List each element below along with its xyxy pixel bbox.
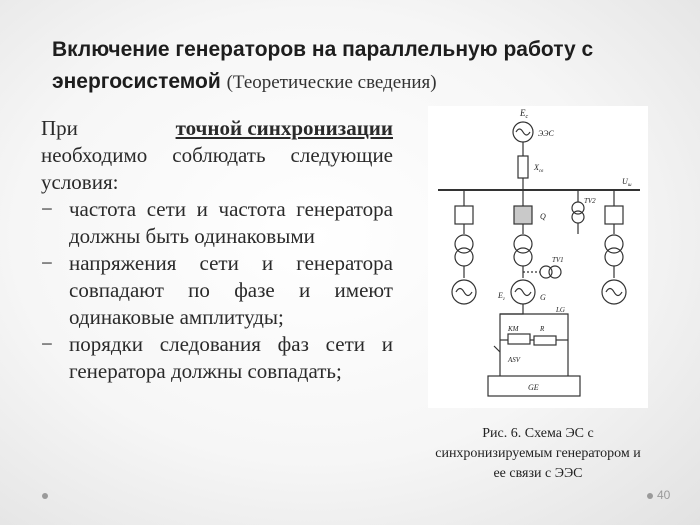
resistor-r bbox=[534, 336, 556, 345]
label-ec: $E_c$ bbox=[520, 108, 529, 120]
conditions-text bbox=[41, 115, 393, 385]
label-ge: GE bbox=[528, 383, 539, 392]
label-xcv: $X_{св}$ bbox=[534, 163, 544, 174]
dash-marker: − bbox=[41, 332, 53, 356]
list-item bbox=[41, 331, 393, 385]
breaker-q bbox=[514, 206, 532, 224]
label-asv: ASV bbox=[508, 356, 521, 364]
label-er: $E_г$ bbox=[498, 291, 505, 302]
page-number: 40 bbox=[657, 488, 671, 502]
left-breaker bbox=[455, 206, 473, 224]
list-item bbox=[41, 250, 393, 331]
label-r: R bbox=[540, 325, 545, 333]
label-q: Q bbox=[540, 212, 546, 221]
left-transformer-winding bbox=[455, 248, 473, 266]
tv1-transformer-winding bbox=[549, 266, 561, 278]
intro-paragraph bbox=[41, 115, 393, 196]
list-item-text: частота сети и частота генератора должны быть одинаковыми bbox=[69, 197, 393, 248]
label-tv1: TV1 bbox=[552, 256, 564, 264]
intro-term: точной синхронизации bbox=[175, 116, 393, 140]
sine-icon bbox=[456, 289, 472, 296]
intro-word: При bbox=[41, 116, 78, 140]
conditions-list bbox=[41, 196, 393, 385]
list-item-text: порядки следования фаз сети и генератора должны совпадать; bbox=[69, 332, 393, 383]
dash-marker: − bbox=[41, 251, 53, 275]
sine-icon bbox=[606, 289, 622, 296]
km-contactor bbox=[508, 334, 530, 344]
circuit-diagram bbox=[428, 106, 648, 408]
right-transformer-winding bbox=[605, 248, 623, 266]
list-item-text: напряжения сети и генератора совпадают по фазе и имеют одинаковые амплитуды; bbox=[69, 251, 393, 329]
tie-reactance bbox=[518, 156, 528, 178]
footer-dot bbox=[647, 493, 653, 499]
title-main: Включение генераторов на параллельную работу с энергосистемой bbox=[52, 38, 594, 93]
list-item bbox=[41, 196, 393, 250]
circuit-diagram-svg bbox=[428, 106, 648, 408]
label-lg: LG bbox=[556, 306, 565, 314]
title-subtitle: (Теоретические сведения) bbox=[226, 72, 437, 93]
asv-switch bbox=[494, 346, 500, 352]
middle-transformer-winding bbox=[514, 248, 532, 266]
label-u: $U_ш$ bbox=[622, 177, 632, 188]
label-g: G bbox=[540, 293, 546, 302]
intro-rest: необходимо соблюдать следующие условия: bbox=[41, 143, 393, 194]
figure-caption: Рис. 6. Схема ЭС с синхронизируемым генератором и ее связи с ЭЭС bbox=[435, 426, 641, 481]
dash-marker: − bbox=[41, 197, 53, 221]
label-km: KM bbox=[508, 325, 519, 333]
label-tv2: TV2 bbox=[584, 197, 596, 205]
right-breaker bbox=[605, 206, 623, 224]
label-ees: ЭЭС bbox=[538, 129, 554, 138]
sine-icon bbox=[515, 289, 531, 296]
slide-title bbox=[52, 34, 682, 99]
sine-icon bbox=[516, 129, 530, 135]
footer-dot bbox=[42, 493, 48, 499]
tv2-transformer-winding bbox=[572, 211, 584, 223]
